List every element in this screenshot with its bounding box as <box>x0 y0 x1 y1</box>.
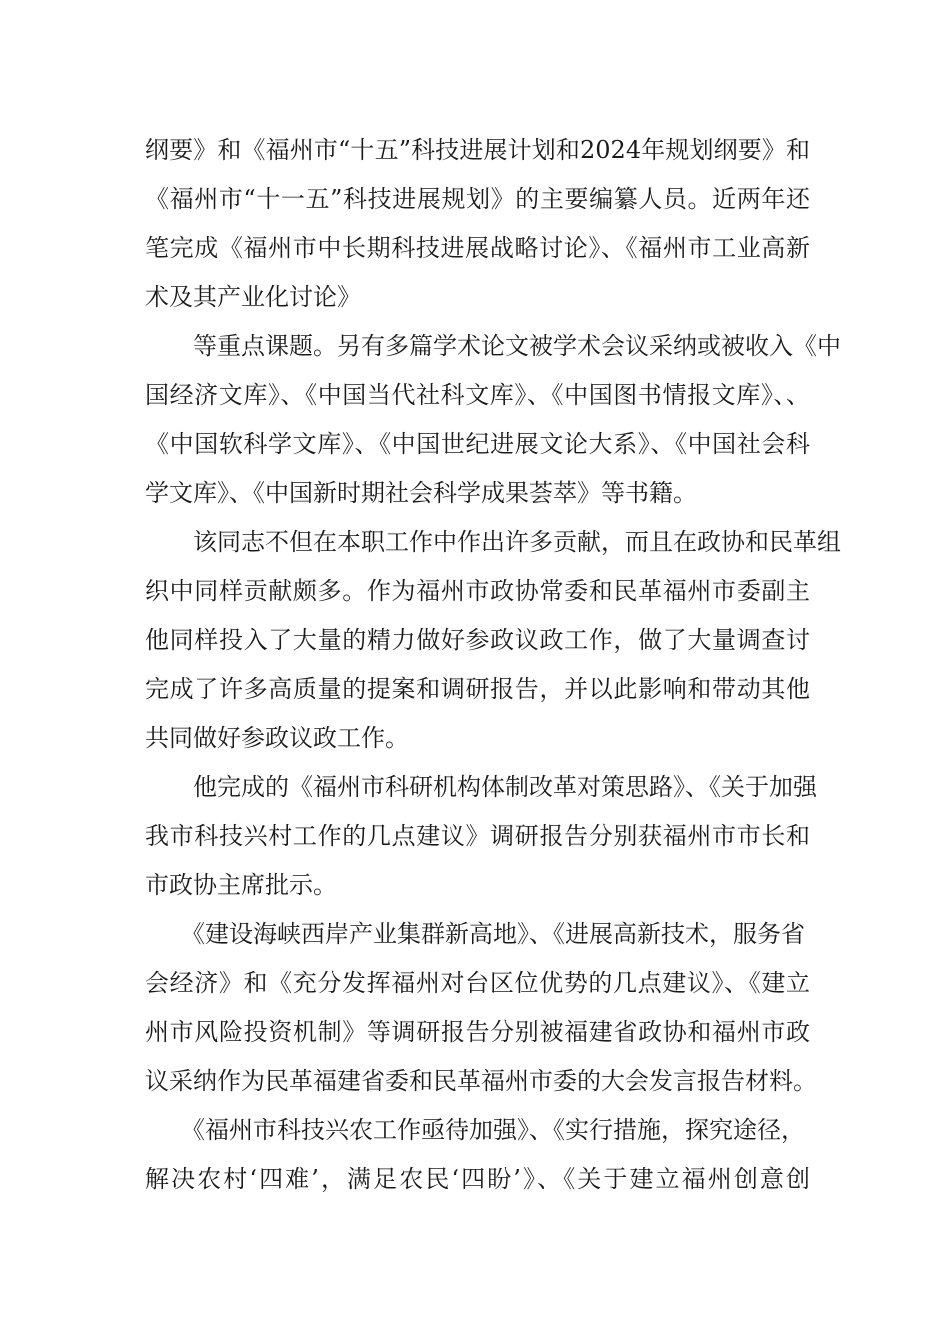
text-line: 市政协主席批示。 <box>145 871 337 899</box>
text-line: 《福州市科技兴农工作亟待加强》、《实行措施，探究途径， <box>145 1116 805 1144</box>
text-line: 解决农村‘四难’，满足农民‘四盼’》、《关于建立福州创意创 <box>145 1165 810 1193</box>
text-line: 学文库》、《中国新时期社会科学成果荟萃》等书籍。 <box>145 479 697 507</box>
text-line: 议采纳作为民革福建省委和民革福州市委的大会发言报告材料。 <box>145 1067 817 1095</box>
text-line: 完成了许多高质量的提案和调研报告，并以此影响和带动其他 <box>145 675 810 703</box>
paragraph-5 <box>145 910 817 1106</box>
text-line: 术及其产业化讨论》 <box>145 283 361 311</box>
text-line: 该同志不但在本职工作中作出许多贡献，而且在政协和民革组 <box>145 528 841 556</box>
text-line: 笔完成《福州市中长期科技进展战略讨论》、《福州市工业高新 <box>145 234 810 262</box>
paragraph-4 <box>145 763 817 910</box>
paragraph-3 <box>145 518 841 763</box>
text-line: 我市科技兴村工作的几点建议》调研报告分别获福州市市长和 <box>145 822 810 850</box>
text-line: 纲要》和《福州市“十五”科技进展计划和2024年规划纲要》和 <box>145 136 810 164</box>
paragraph-2 <box>145 322 841 518</box>
paragraph-6 <box>145 1106 810 1204</box>
text-line: 等重点课题。另有多篇学术论文被学术会议采纳或被收入《中 <box>145 332 841 360</box>
text-line: 会经济》和《充分发挥福州对台区位优势的几点建议》、《建立 <box>145 969 810 997</box>
text-line: 《中国软科学文库》、《中国世纪进展文论大系》、《中国社会科 <box>145 430 810 458</box>
text-line: 他同样投入了大量的精力做好参政议政工作，做了大量调查讨 <box>145 626 810 654</box>
text-line: 国经济文库》、《中国当代社科文库》、《中国图书情报文库》、、 <box>145 381 810 409</box>
paragraph-1 <box>145 126 810 322</box>
text-line: 他完成的《福州市科研机构体制改革对策思路》、《关于加强 <box>145 773 817 801</box>
text-line: 《福州市“十一五”科技进展规划》的主要编纂人员。近两年还 <box>145 185 810 213</box>
text-line: 织中同样贡献颇多。作为福州市政协常委和民革福州市委副主 <box>145 577 810 605</box>
text-line: 《建设海峡西岸产业集群新高地》、《进展高新技术，服务省 <box>145 920 805 948</box>
body-text <box>145 126 841 1204</box>
text-line: 州市风险投资机制》等调研报告分别被福建省政协和福州市政 <box>145 1018 810 1046</box>
text-line: 共同做好参政议政工作。 <box>145 724 409 752</box>
